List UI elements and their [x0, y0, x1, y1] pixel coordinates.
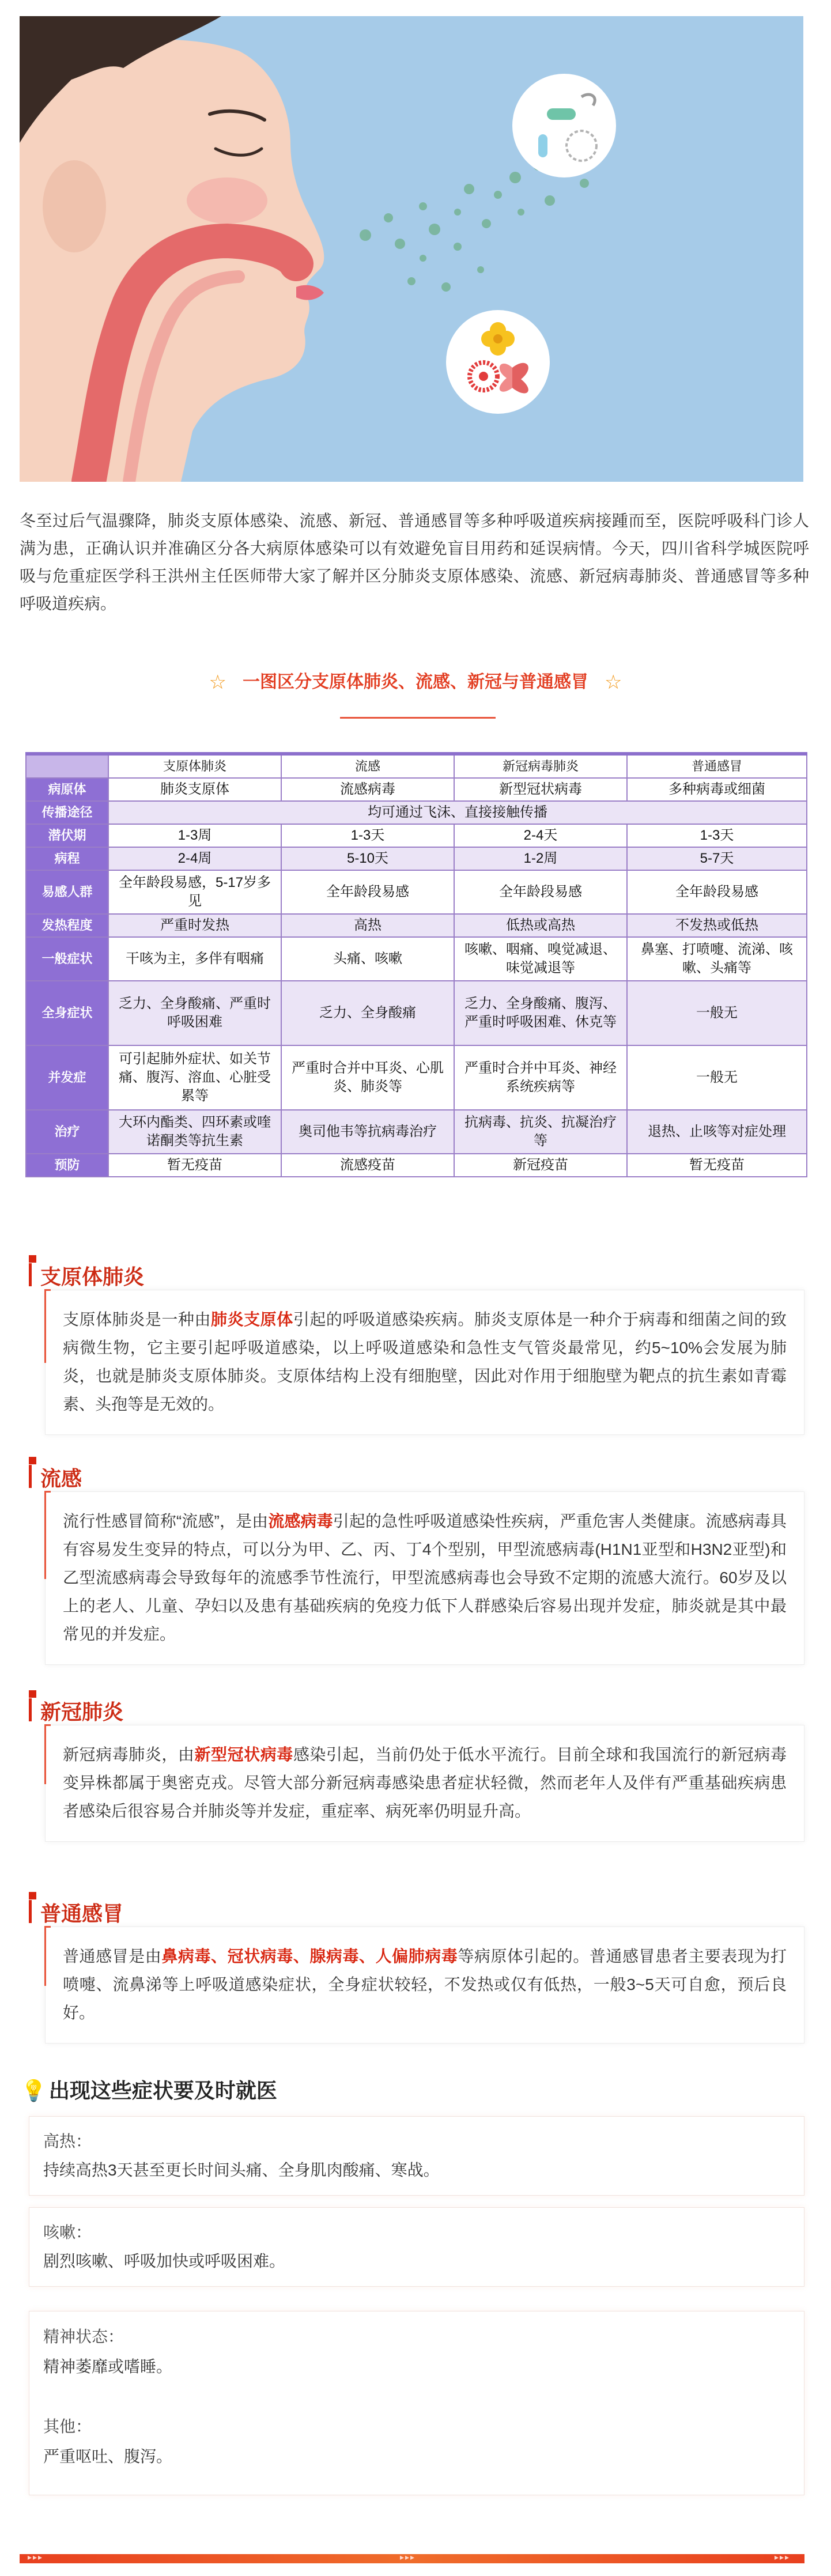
table-cell: 新型冠状病毒 [454, 778, 627, 801]
comparison-section-title [0, 667, 831, 694]
arrow-decoration-icon: ▸▸▸ [28, 2552, 44, 2562]
title-marker [29, 1892, 36, 1899]
card-text: 感染引起，当前仍处于低水平流行。目前全球和我国流行的新冠病毒变异株都属于奥密克戎。尽管大部分新冠病毒感染患者症状轻微，然而老年人及伴有严重基础疾病患者感染后很容易合并肺炎等并发症，重症率、病死率仍明显升高。 [63, 1746, 787, 1820]
table-cell: 大环内酯类、四环素或喹诺酮类等抗生素 [108, 1110, 281, 1154]
row-header: 一般症状 [26, 937, 108, 981]
table-cell: 全年龄段易感 [454, 870, 627, 914]
table-cell: 流感疫苗 [281, 1154, 454, 1177]
card-header [20, 1690, 806, 1725]
table-row [26, 981, 807, 1045]
table-cell: 1-3天 [281, 824, 454, 847]
arrow-decoration-icon: ▸▸▸ [400, 2552, 416, 2562]
table-cell: 全年龄段易感，5-17岁多见 [108, 870, 281, 914]
card-accent [44, 1724, 51, 1784]
table-row [26, 870, 807, 914]
table-header-row [26, 754, 807, 778]
table-cell: 一般无 [627, 981, 807, 1045]
table-cell: 乏力、全身酸痛、严重时呼吸困难 [108, 981, 281, 1045]
table-cell: 乏力、全身酸痛 [281, 981, 454, 1045]
table-cell: 多种病毒或细菌 [627, 778, 807, 801]
title-bar [29, 1698, 32, 1721]
footer-bar [20, 2554, 804, 2563]
row-header: 传播途径 [26, 801, 108, 824]
table-cell: 高热 [281, 914, 454, 937]
highlight-text: 肺炎支原体 [211, 1310, 293, 1328]
card-header [20, 1255, 806, 1290]
table-header: 支原体肺炎 [108, 754, 281, 778]
table-cell: 1-3周 [108, 824, 281, 847]
table-cell: 暂无疫苗 [627, 1154, 807, 1177]
table-row [26, 778, 807, 801]
row-header: 易感人群 [26, 870, 108, 914]
card-covid [20, 1690, 806, 1842]
table-header: 新冠病毒肺炎 [454, 754, 627, 778]
table-row [26, 914, 807, 937]
row-header: 治疗 [26, 1110, 108, 1154]
card-text: 引起的急性呼吸道感染性疾病，严重危害人类健康。流感病毒具有容易发生变异的特点，可以分为甲、乙、丙、丁4个型别，甲型流感病毒(H1N1亚型和H3N2亚型)和乙型流感病毒会导致每年的流感季节性流行，甲型流感病毒也会导致不定期的流感大流行。60岁及以上的老人、儿童、孕妇以及患有基础疾病的免疫力低下人群感染后容易出现并发症，肺炎就是其中最常见的并发症。 [63, 1512, 787, 1643]
symptom-mental-other [29, 2311, 804, 2495]
row-header: 病程 [26, 847, 108, 870]
table-cell: 严重时合并中耳炎、心肌炎、肺炎等 [281, 1045, 454, 1110]
hero-illustration [20, 16, 803, 482]
table-cell: 头痛、咳嗽 [281, 937, 454, 981]
card-accent [44, 1926, 51, 1986]
table-header: 普通感冒 [627, 754, 807, 778]
table-cell: 5-10天 [281, 847, 454, 870]
table-cell: 全年龄段易感 [627, 870, 807, 914]
section-title-text: 一图区分支原体肺炎、流感、新冠与普通感冒 [243, 673, 588, 692]
row-header: 潜伏期 [26, 824, 108, 847]
table-cell: 低热或高热 [454, 914, 627, 937]
table-cell: 奥司他韦等抗病毒治疗 [281, 1110, 454, 1154]
table-row [26, 824, 807, 847]
symptom-label: 其他： [43, 2418, 92, 2435]
table-row [26, 1110, 807, 1154]
table-cell: 退热、止咳等对症处理 [627, 1110, 807, 1154]
symptom-text: 精神萎靡或嗜睡。 [43, 2358, 173, 2375]
card-body [45, 1725, 804, 1842]
title-marker [29, 1690, 36, 1698]
card-title: 流感 [40, 1467, 82, 1490]
highlight-text: 鼻病毒、冠状病毒、腺病毒、人偏肺病毒 [161, 1947, 458, 1965]
symptoms-title [21, 2075, 277, 2104]
table-cell: 均可通过飞沫、直接接触传播 [108, 801, 807, 824]
card-text: 新冠病毒肺炎，由 [63, 1746, 195, 1763]
face-breathing-illustration [20, 16, 803, 482]
lightbulb-icon: 💡 [21, 2079, 47, 2102]
table-cell: 一般无 [627, 1045, 807, 1110]
table-cell: 暂无疫苗 [108, 1154, 281, 1177]
table-row [26, 847, 807, 870]
card-flu [20, 1457, 806, 1665]
card-title: 新冠肺炎 [40, 1700, 124, 1724]
highlight-text: 流感病毒 [268, 1512, 333, 1530]
row-header: 并发症 [26, 1045, 108, 1110]
title-bar [29, 1900, 32, 1923]
table-row [26, 937, 807, 981]
symptom-label: 精神状态： [43, 2328, 124, 2345]
table-cell: 2-4天 [454, 824, 627, 847]
table-cell: 新冠疫苗 [454, 1154, 627, 1177]
card-text: 流行性感冒简称“流感”，是由 [63, 1512, 269, 1530]
card-common-cold [20, 1892, 806, 2044]
table-cell: 乏力、全身酸痛、腹泻、严重时呼吸困难、休克等 [454, 981, 627, 1045]
title-bar [29, 1263, 32, 1286]
title-bar [29, 1465, 32, 1488]
card-text: 等病原体引起的。普通感冒患者主要表现为打喷嚏、流鼻涕等上呼吸道感染症状，全身症状较轻，不发热或仅有低热，一般3~5天可自愈，预后良好。 [63, 1947, 787, 2022]
symptoms-title-text: 出现这些症状要及时就医 [48, 2079, 277, 2102]
row-header: 发热程度 [26, 914, 108, 937]
table-cell: 可引起肺外症状、如关节痛、腹泻、溶血、心脏受累等 [108, 1045, 281, 1110]
card-accent [44, 1491, 51, 1579]
card-header [20, 1457, 806, 1491]
table-row [26, 1154, 807, 1177]
intro-paragraph: 冬至过后气温骤降，肺炎支原体感染、流感、新冠、普通感冒等多种呼吸道疾病接踵而至，医院呼吸科门诊人满为患，正确认识并准确区分各大病原体感染可以有效避免盲目用药和延误病情。今天，四川省科学城医院呼吸与危重症医学科王洪州主任医师带大家了解并区分肺炎支原体感染、流感、新冠病毒肺炎、普通感冒等多种呼吸道疾病。 [20, 512, 809, 613]
table-cell: 不发热或低热 [627, 914, 807, 937]
highlight-text: 新型冠状病毒 [194, 1746, 293, 1763]
card-text: 支原体肺炎是一种由 [63, 1310, 211, 1328]
symptom-label: 高热： [43, 2132, 92, 2150]
symptom-cough [29, 2207, 804, 2287]
card-title: 普通感冒 [40, 1902, 124, 1925]
card-title: 支原体肺炎 [40, 1265, 145, 1289]
star-icon: ☆ [209, 671, 226, 693]
table-corner [26, 754, 108, 778]
arrow-decoration-icon: ▸▸▸ [775, 2552, 791, 2562]
card-mycoplasma [20, 1255, 806, 1435]
table-cell: 流感病毒 [281, 778, 454, 801]
title-marker [29, 1255, 36, 1263]
symptom-text: 严重呕吐、腹泻。 [43, 2447, 173, 2465]
card-body [45, 1290, 804, 1435]
title-marker [29, 1457, 36, 1464]
table-cell: 全年龄段易感 [281, 870, 454, 914]
symptom-fever [29, 2116, 804, 2196]
star-icon: ☆ [605, 671, 622, 693]
row-header: 全身症状 [26, 981, 108, 1045]
card-text: 引起的呼吸道感染疾病。肺炎支原体是一种介于病毒和细菌之间的致病微生物，它主要引起呼吸道感染，以上呼吸道感染和急性支气管炎最常见，约5~10%会发展为肺炎，也就是肺炎支原体肺炎。支原体结构上没有细胞壁，因此对作用于细胞壁为靶点的抗生素如青霉素、头孢等是无效的。 [63, 1310, 787, 1413]
row-header: 病原体 [26, 778, 108, 801]
table-cell: 干咳为主，多伴有咽痛 [108, 937, 281, 981]
table-cell: 肺炎支原体 [108, 778, 281, 801]
table-cell: 咳嗽、咽痛、嗅觉减退、味觉减退等 [454, 937, 627, 981]
card-body [45, 1927, 804, 2044]
comparison-table [25, 752, 807, 1177]
card-body [45, 1491, 804, 1665]
table-cell: 5-7天 [627, 847, 807, 870]
title-underline [340, 717, 496, 719]
table-header: 流感 [281, 754, 454, 778]
card-accent [44, 1289, 51, 1363]
symptom-text: 持续高热3天甚至更长时间头痛、全身肌肉酸痛、寒战。 [43, 2161, 440, 2179]
table-cell: 鼻塞、打喷嚏、流涕、咳嗽、头痛等 [627, 937, 807, 981]
card-text: 普通感冒是由 [63, 1947, 162, 1965]
table-cell: 2-4周 [108, 847, 281, 870]
symptom-label: 咳嗽： [43, 2223, 92, 2241]
table-row [26, 1045, 807, 1110]
table-row [26, 801, 807, 824]
card-header [20, 1892, 806, 1927]
table-cell: 1-3天 [627, 824, 807, 847]
symptom-text: 剧烈咳嗽、呼吸加快或呼吸困难。 [43, 2252, 286, 2270]
table-cell: 抗病毒、抗炎、抗凝治疗等 [454, 1110, 627, 1154]
spacer [43, 2382, 790, 2412]
row-header: 预防 [26, 1154, 108, 1177]
table-cell: 1-2周 [454, 847, 627, 870]
table-cell: 严重时发热 [108, 914, 281, 937]
table-cell: 严重时合并中耳炎、神经系统疾病等 [454, 1045, 627, 1110]
